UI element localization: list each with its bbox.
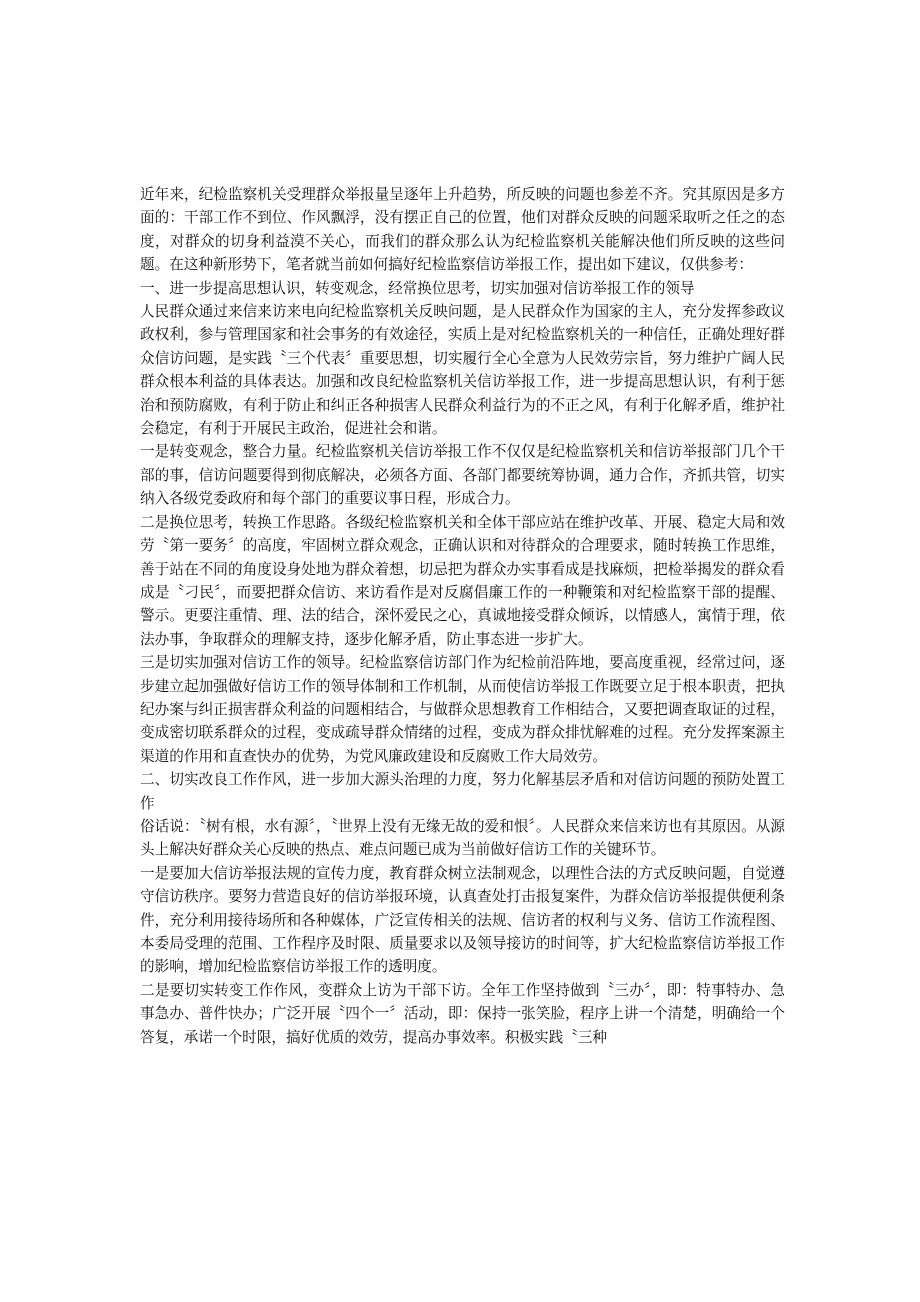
body-paragraph: 二是换位思考，转换工作思路。各级纪检监察机关和全体干部应站在维护改革、开展、稳定大局和效劳〝第一要务〞的高度，牢固树立群众观念，正确认识和对待群众的合理要求，随时转换工作思维，善于站在不同的角度设身处地为群众着想，切忌把为群众办实事看成是找麻烦，把检举揭发的群众看成是〝刁民〞，而要把群众信访、来访看作是对反腐倡廉工作的一种鞭策和对纪检监察干部的提醒、警示。更要注重情、理、法的结合，深怀爱民之心，真诚地接受群众倾诉，以情感人，寓情于理，依法办事，争取群众的理解支持，逐步化解矛盾，防止事态进一步扩大。 [140, 513, 785, 648]
body-paragraph: 一是转变观念，整合力量。纪检监察机关信访举报工作不仅仅是纪检监察机关和信访举报部门几个干部的事，信访问题要得到彻底解决，必须各方面、各部门都要统筹协调，通力合作，齐抓共管，切实纳入各级党委政府和每个部门的重要议事日程，形成合力。 [140, 443, 785, 508]
document-body [140, 183, 785, 1049]
section-heading-1: 一、进一步提高思想认识，转变观念，经常换位思考，切实加强对信访举报工作的领导 [140, 279, 695, 297]
body-paragraph: 俗话说：〝树有根，水有源〞，〝世界上没有无缘无故的爱和恨〞。人民群众来信来访也有其原因。从源头上解决好群众关心反映的热点、难点问题已成为当前做好信访工作的关键环节。 [140, 817, 785, 859]
intro-paragraph: 近年来，纪检监察机关受理群众举报量呈逐年上升趋势，所反映的问题也参差不齐。究其原因是多方面的：干部工作不到位、作风飘浮，没有摆正自己的位置，他们对群众反映的问题采取听之任之的态度，对群众的切身利益漠不关心，而我们的群众那么认为纪检监察机关能解决他们所反映的这些问题。在这种新形势下，笔者就当前如何搞好纪检监察信访举报工作，提出如下建议，仅供参考： [140, 186, 785, 274]
body-paragraph: 三是切实加强对信访工作的领导。纪检监察信访部门作为纪检前沿阵地，要高度重视，经常过问，逐步建立起加强做好信访工作的领导体制和工作机制，从而使信访举报工作既要立足于根本职责，把执纪办案与纠正损害群众利益的问题相结合，与做群众思想教育工作相结合，又要把调查取证的过程，变成密切联系群众的过程，变成疏导群众情绪的过程，变成为群众排忧解难的过程。充分发挥案源主渠道的作用和直查快办的优势，为党风廉政建设和反腐败工作大局效劳。 [140, 654, 785, 765]
section-heading-2: 二、切实改良工作作风，进一步加大源头治理的力度，努力化解基层矛盾和对信访问题的预防处置工作 [140, 771, 785, 812]
body-paragraph: 二是要切实转变工作作风，变群众上访为干部下访。全年工作坚持做到〝三办〞，即：特事特办、急事急办、普件快办；广泛开展〝四个一〞活动，即：保持一张笑脸，程序上讲一个清楚，明确给一个答复，承诺一个时限，搞好优质的效劳，提高办事效率。积极实践〝三种 [140, 981, 785, 1046]
body-paragraph: 一是要加大信访举报法规的宣传力度，教育群众树立法制观念，以理性合法的方式反映问题，自觉遵守信访秩序。要努力营造良好的信访举报环境，认真查处打击报复案件，为群众信访举报提供便利条件，充分利用接待场所和各种媒体，广泛宣传相关的法规、信访者的权利与义务、信访工作流程图、本委局受理的范围、工作程序及时限、质量要求以及领导接访的时间等，扩大纪检监察信访举报工作的影响，增加纪检监察信访举报工作的透明度。 [140, 864, 785, 976]
body-paragraph: 人民群众通过来信来访来电向纪检监察机关反映问题，是人民群众作为国家的主人，充分发挥参政议政权利，参与管理国家和社会事务的有效途径，实质上是对纪检监察机关的一种信任，正确处理好群众信访问题，是实践〝三个代表〞重要思想，切实履行全心全意为人民效劳宗旨，努力维护广阔人民群众根本利益的具体表达。加强和改良纪检监察机关信访举报工作，进一步提高思想认识，有利于惩治和预防腐败，有利于防止和纠正各种损害人民群众利益行为的不正之风，有利于化解矛盾，维护社会稳定，有利于开展民主政治，促进社会和谐。 [140, 303, 785, 438]
